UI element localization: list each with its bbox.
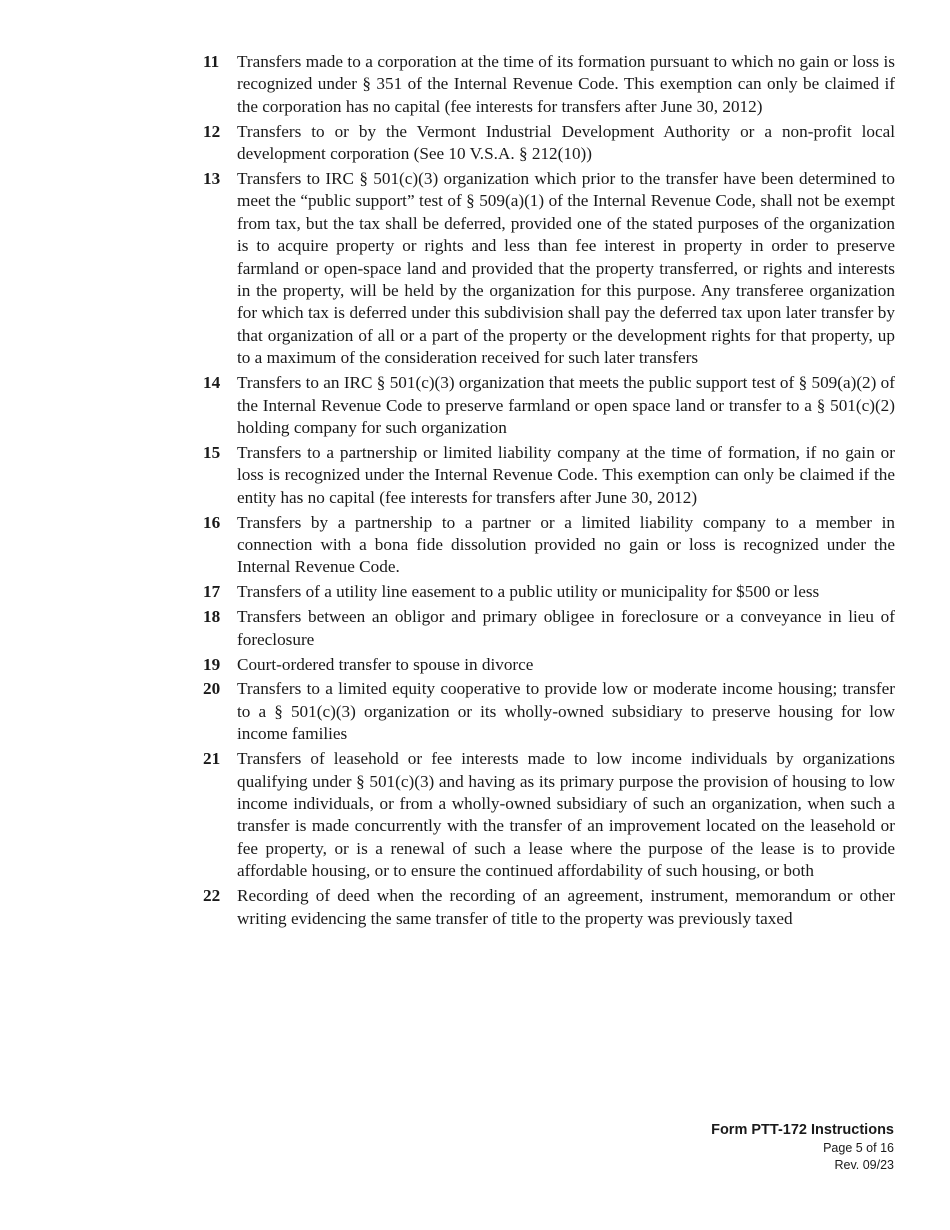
list-item	[203, 121, 895, 166]
item-text: Transfers to a limited equity cooperative to provide low or moderate income housing; transfer to a § 501(c)(3) organization or its wholly-owned subsidiary to preserve housing for low income families	[237, 679, 895, 744]
item-text: Transfers to or by the Vermont Industrial Development Authority or a non-profit local development corporation (See 10 V.S.A. § 212(10))	[237, 121, 895, 164]
item-number: 16	[203, 512, 221, 532]
form-title: Form PTT-172 Instructions	[711, 1122, 894, 1138]
list-item	[203, 168, 895, 370]
list-item	[203, 51, 895, 118]
item-number: 22	[203, 886, 221, 906]
item-number: 18	[203, 607, 221, 627]
exemption-list	[203, 51, 895, 932]
item-text: Transfers of a utility line easement to a public utility or municipality for $500 or less	[237, 582, 820, 602]
item-text: Transfers to a partnership or limited liability company at the time of formation, if no gain or loss is recognized under the Internal Revenue Code. This exemption can only be claimed if the entity has no capital (fee interests for transfers after June 30, 2012)	[237, 442, 895, 507]
item-text: Transfers to IRC § 501(c)(3) organization which prior to the transfer have been determined to meet the “public support” test of § 509(a)(1) of the Internal Revenue Code, shall not be exempt from tax, but the tax shall be deferred, provided one of the stated purposes of the organization is to acquire property or rights and less than fee interest in property in order to preserve farmland or open-space land and provided that the property transferred, or rights and interests in the property, will be held by the organization for this purpose. Any transferee organization for which tax is deferred under this subdivision shall pay the deferred tax upon later transfer by that organization of all or a part of the property or the development rights for that property, up to a maximum of the consideration received for such later transfers	[237, 169, 895, 368]
item-number: 19	[203, 654, 221, 674]
page-footer	[711, 1120, 894, 1174]
item-number: 12	[203, 121, 221, 141]
item-number: 21	[203, 749, 221, 769]
page-number: Page 5 of 16	[823, 1141, 894, 1155]
item-text: Court-ordered transfer to spouse in divorce	[237, 654, 534, 674]
item-number: 13	[203, 169, 221, 189]
list-item	[203, 678, 895, 745]
list-item	[203, 442, 895, 509]
item-number: 17	[203, 582, 221, 602]
item-number: 15	[203, 442, 221, 462]
list-item	[203, 606, 895, 651]
item-text: Transfers to an IRC § 501(c)(3) organization that meets the public support test of § 509(a)(2) of the Internal Revenue Code to preserve farmland or open space land or transfer to a § 501(c)(2) holding company for such organization	[237, 373, 895, 437]
item-number: 14	[203, 373, 221, 393]
item-text: Recording of deed when the recording of an agreement, instrument, memorandum or other writing evidencing the same transfer of title to the property was previously taxed	[237, 886, 895, 928]
item-text: Transfers made to a corporation at the time of its formation pursuant to which no gain or loss is recognized under § 351 of the Internal Revenue Code. This exemption can only be claimed if the corporation has no capital (fee interests for transfers after June 30, 2012)	[237, 52, 895, 116]
list-item	[203, 748, 895, 882]
item-number: 20	[203, 679, 221, 699]
list-item	[203, 885, 895, 930]
list-item	[203, 581, 895, 603]
item-number: 11	[203, 52, 220, 71]
item-text: Transfers between an obligor and primary obligee in foreclosure or a conveyance in lieu of foreclosure	[237, 607, 895, 649]
list-item	[203, 512, 895, 579]
item-text: Transfers by a partnership to a partner or a limited liability company to a member in connection with a bona fide dissolution provided no gain or loss is recognized under the Internal Revenue Code.	[237, 512, 895, 577]
item-text: Transfers of leasehold or fee interests made to low income individuals by organizations qualifying under § 501(c)(3) and having as its primary purpose the provision of housing to low income individuals, or from a wholly-owned subsidiary of such an organization, when such a transfer is made concurrently with the transfer of an improvement located on the leasehold or fee property, or is a renewal of such a lease where the purpose of the lease is to provide affordable housing, or to ensure the continued affordability of such housing, or both	[237, 749, 895, 881]
list-item	[203, 654, 895, 676]
revision-date: Rev. 09/23	[834, 1158, 894, 1172]
list-item	[203, 372, 895, 439]
